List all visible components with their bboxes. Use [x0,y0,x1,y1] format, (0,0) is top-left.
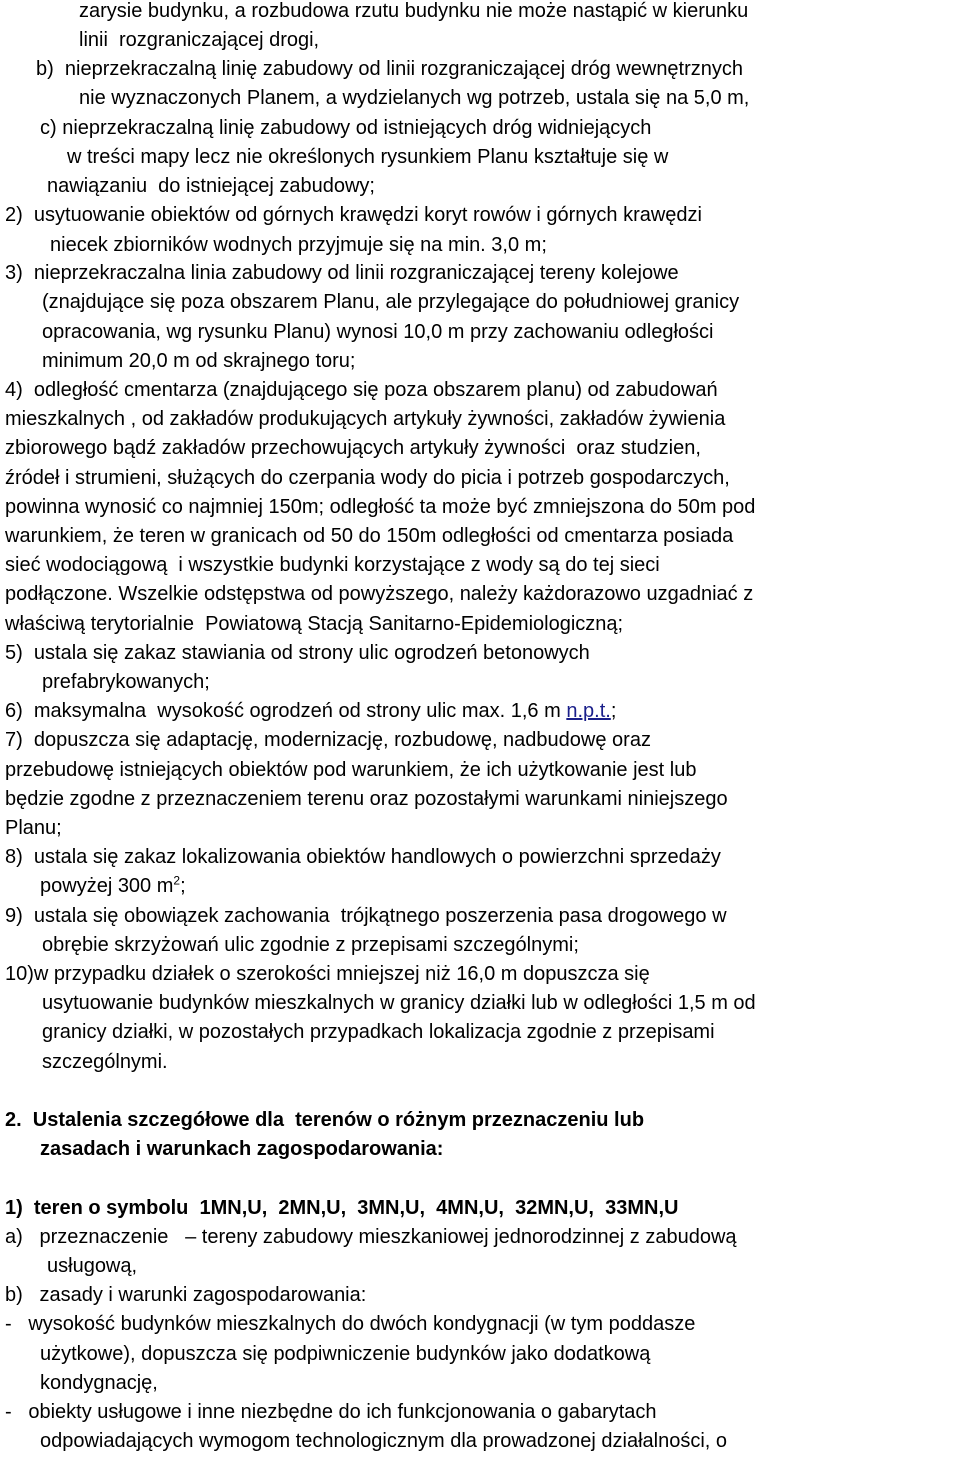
text-line: nawiązaniu do istniejącej zabudowy; [47,175,375,197]
text-line: 4) odległość cmentarza (znajdującego się poza obszarem planu) od zabudowań [5,379,718,401]
text-line: 7) dopuszcza się adaptację, modernizację, rozbudowę, nadbudowę oraz [5,729,651,751]
text-segment: ; [180,875,186,897]
text-segment: powyżej 300 m [40,875,174,897]
text-line: obrębie skrzyżowań ulic zgodnie z przepisami szczególnymi; [42,934,579,956]
text-line: linii rozgraniczającej drogi, [79,29,320,51]
text-line: źródeł i strumieni, służących do czerpania wody do picia i potrzeb gospodarczych, [5,467,730,489]
text-line: warunkiem, że teren w granicach od 50 do 150m odległości od cmentarza posiada [5,525,734,547]
text-line: sieć wodociągową i wszystkie budynki korzystające z wody są do tej sieci [5,554,660,576]
text-line [5,697,616,726]
text-line: odpowiadających wymogom technologicznym dla prowadzonej działalności, o [40,1430,728,1452]
text-line: minimum 20,0 m od skrajnego toru; [42,350,356,372]
text-line: zbiorowego bądź zakładów przechowujących artykuły żywności oraz studzien, [5,437,701,459]
text-line: w treści mapy lecz nie określonych rysunkiem Planu kształtuje się w [67,146,669,168]
text-line [40,872,186,901]
text-line: właściwą terytorialnie Powiatową Stacją Sanitarno-Epidemiologiczną; [5,613,624,635]
superscript: 2 [173,873,181,888]
section-heading: zasadach i warunkach zagospodarowania: [40,1138,444,1160]
text-line: - wysokość budynków mieszkalnych do dwóch kondygnacji (w tym poddasze [5,1313,696,1335]
text-line: będzie zgodne z przeznaczeniem terenu oraz pozostałymi warunkami niniejszego [5,788,728,810]
text-line: 2) usytuowanie obiektów od górnych krawędzi koryt rowów i górnych krawędzi [5,204,702,226]
text-line: kondygnację, [40,1372,158,1394]
text-line: powinna wynosić co najmniej 150m; odległość ta może być zmniejszona do 50m pod [5,496,756,518]
text-line: granicy działki, w pozostałych przypadkach lokalizacja zgodnie z przepisami [42,1021,715,1043]
text-line: b) nieprzekraczalną linię zabudowy od linii rozgraniczającej dróg wewnętrznych [36,58,744,80]
text-line: mieszkalnych , od zakładów produkujących artykuły żywności, zakładów żywienia [5,408,726,430]
subsection-heading: 1) teren o symbolu 1MN,U, 2MN,U, 3MN,U, 4MN,U, 32MN,U, 33MN,U [5,1197,679,1219]
text-line: podłączone. Wszelkie odstępstwa od powyższego, należy każdorazowo uzgadniać z [5,583,754,605]
text-line: przebudowę istniejących obiektów pod warunkiem, że ich użytkowanie jest lub [5,759,697,781]
text-segment: ; [610,700,617,722]
text-segment: 6) maksymalna wysokość ogrodzeń od strony ulic max. 1,6 m [5,700,567,722]
npt-abbreviation-link[interactable]: n.p.t. [566,700,611,722]
text-line: 10)w przypadku działek o szerokości mniejszej niż 16,0 m dopuszcza się [5,963,650,985]
text-line: - obiekty usługowe i inne niezbędne do ich funkcjonowania o gabarytach [5,1401,657,1423]
text-line: b) zasady i warunki zagospodarowania: [5,1284,367,1306]
text-line: szczególnymi. [42,1051,168,1073]
text-line: opracowania, wg rysunku Planu) wynosi 10,0 m przy zachowaniu odległości [42,321,714,343]
text-line: 9) ustala się obowiązek zachowania trójkątnego poszerzenia pasa drogowego w [5,905,727,927]
text-line: usługową, [47,1255,138,1277]
text-line: 3) nieprzekraczalna linia zabudowy od linii rozgraniczającej tereny kolejowe [5,262,679,284]
section-heading: 2. Ustalenia szczegółowe dla terenów o różnym przeznaczeniu lub [5,1109,645,1131]
text-line: zarysie budynku, a rozbudowa rzutu budynku nie może nastąpić w kierunku [79,0,749,22]
text-line: (znajdujące się poza obszarem Planu, ale przylegające do południowej granicy [42,291,740,313]
text-line: usytuowanie budynków mieszkalnych w granicy działki lub w odległości 1,5 m od [42,992,756,1014]
text-line: 8) ustala się zakaz lokalizowania obiektów handlowych o powierzchni sprzedaży [5,846,721,868]
text-line: a) przeznaczenie – tereny zabudowy mieszkaniowej jednorodzinnej z zabudową [5,1226,737,1248]
text-line: nie wyznaczonych Planem, a wydzielanych wg potrzeb, ustala się na 5,0 m, [79,87,750,109]
text-line: c) nieprzekraczalną linię zabudowy od istniejących dróg widniejących [40,117,652,139]
text-line: 5) ustala się zakaz stawiania od strony ulic ogrodzeń betonowych [5,642,590,664]
text-line: Planu; [5,817,62,839]
text-line: niecek zbiorników wodnych przyjmuje się na min. 3,0 m; [50,234,547,256]
text-line: prefabrykowanych; [42,671,210,693]
text-line: użytkowe), dopuszcza się podpiwniczenie budynków jako dodatkową [40,1343,651,1365]
